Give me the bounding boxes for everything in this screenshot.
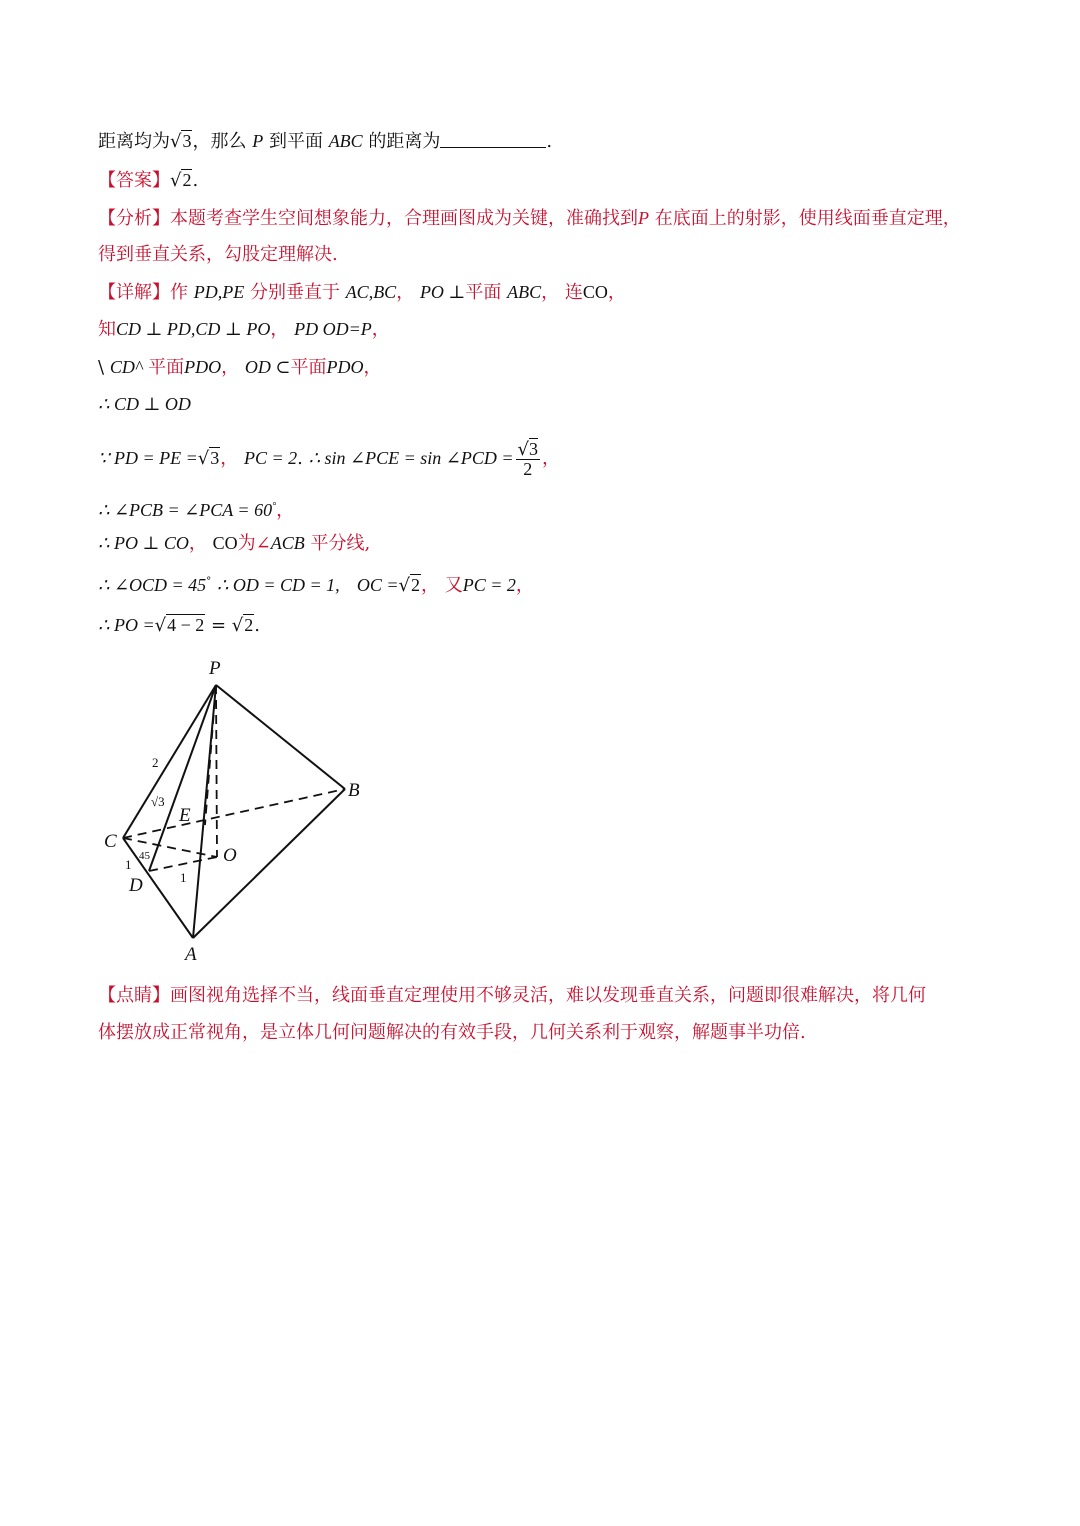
label-angle: 45 xyxy=(139,850,150,862)
detail-tag: 【详解】 xyxy=(98,282,170,303)
sqrt-2-po: √2 xyxy=(231,615,254,636)
label-len-pe: √3 xyxy=(151,794,165,809)
detail-line-8: ∴ ∠OCD = 45° ∴ OD = CD = 1, OC =√2， 又PC = 2， xyxy=(98,575,534,596)
detail-line-9: ∴ PO =√4 − 2 = √2. xyxy=(98,615,261,636)
answer-value: √2 xyxy=(170,170,192,191)
sqrt-2-oc: √2 xyxy=(398,575,420,596)
detail-line-7: ∴ PO ⊥ CO， CO为∠ACB 平分线, xyxy=(98,533,371,554)
tetrahedron-figure xyxy=(95,650,385,970)
label-c: C xyxy=(104,831,117,852)
seg-po xyxy=(216,685,217,857)
sqrt-3: √3 xyxy=(170,131,192,152)
label-len-cd: 1 xyxy=(125,857,132,872)
analysis-line-2: 得到垂直关系，勾股定理解决. xyxy=(98,244,338,265)
analysis-line-1: 【分析】本题考查学生空间想象能力，合理画图成为关键，准确找到P 在底面上的射影，使用线面垂直定理， xyxy=(98,208,961,229)
answer-tag: 【答案】 xyxy=(98,170,170,191)
detail-line-2: 知CD ⊥ PD,CD ⊥ PO， PD OD=P， xyxy=(98,319,390,340)
edge-ab xyxy=(193,789,345,938)
comment-line-1: 【点睛】画图视角选择不当，线面垂直定理使用不够灵活，难以发现垂直关系，问题即很难解决，将几何 xyxy=(98,985,926,1006)
label-o: O xyxy=(223,845,237,866)
answer-blank xyxy=(440,131,546,148)
label-a: A xyxy=(185,944,197,965)
label-len-pc: 2 xyxy=(152,755,159,770)
comment-tag: 【点睛】 xyxy=(98,985,170,1006)
question-line: 距离均为√3，那么 P 到平面 ABC 的距离为 . xyxy=(98,131,553,152)
label-b: B xyxy=(348,780,360,801)
answer-line: 【答案】√2. xyxy=(98,170,199,191)
label-e: E xyxy=(179,805,191,826)
seg-do xyxy=(149,857,217,871)
sqrt-3-pd: √3 xyxy=(197,448,220,469)
fraction-sqrt3-over-2: $\frac{√3}{2}$ xyxy=(517,439,538,479)
label-len-do: 1 xyxy=(180,870,187,885)
detail-line-4: ∴ CD ⊥ OD xyxy=(98,394,191,414)
label-d: D xyxy=(129,875,143,896)
comment-line-2: 体摆放成正常视角，是立体几何问题解决的有效手段，几何关系利于观察，解题事半功倍. xyxy=(98,1022,806,1043)
edge-pb xyxy=(216,685,345,789)
detail-line-3: \ CD^ 平面PDO， OD ⊂平面PDO， xyxy=(98,357,382,378)
sqrt-4-minus-2: √4 − 2 xyxy=(154,615,205,636)
detail-line-6: ∴ ∠PCB = ∠PCA = 60°， xyxy=(98,500,295,520)
label-p: P xyxy=(209,658,221,679)
seg-co xyxy=(123,838,217,857)
detail-line-5: ∵ PD = PE =√3， PC = 2. ∴ sin ∠PCE = sin ∠PCD = $\frac{√3}{2}$ ， xyxy=(98,439,560,479)
analysis-tag: 【分析】 xyxy=(98,208,170,229)
detail-line-1: 【详解】作 PD,PE 分别垂直于 AC,BC， PO ⊥平面 ABC， 连CO， xyxy=(98,282,626,303)
